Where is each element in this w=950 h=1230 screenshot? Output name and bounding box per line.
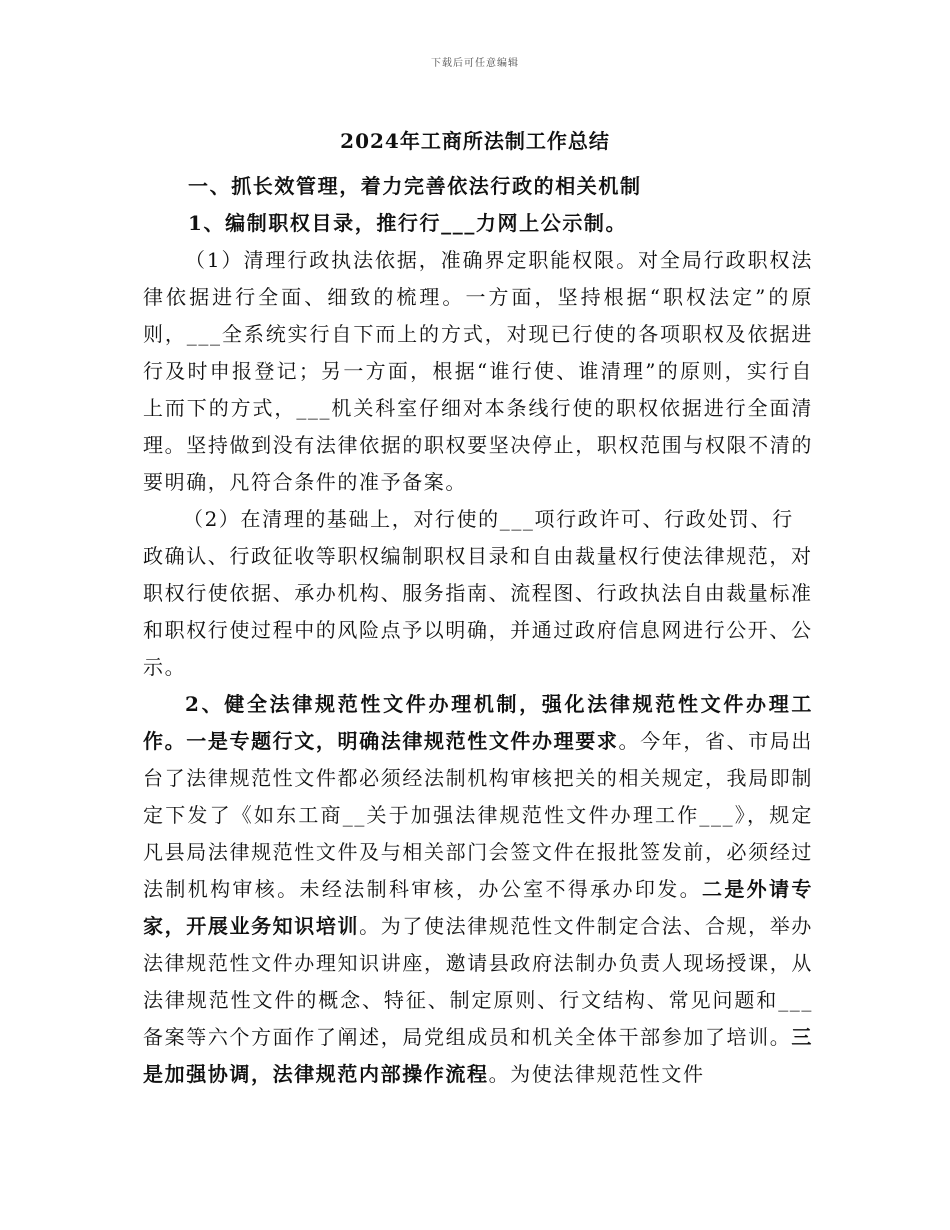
document-title: 2024年工商所法制工作总结 bbox=[340, 129, 610, 153]
point-3-text: 。为使法律规范性文件 bbox=[488, 1062, 705, 1086]
point-3-heading: 三是加强协调，法律规范内部操作流程 bbox=[143, 1025, 813, 1086]
point-2-heading: 二是外请专家，开展业务知识培训 bbox=[143, 877, 814, 938]
subsection-heading-1: 1、编制职权目录，推行行___力网上公示制。 bbox=[188, 211, 628, 235]
point-1-text: 。今年，省、市局出台了法律规范性文件都必须经法制机构审核把关的相关规定，我局即制定下发了《如东工商__关于加强法律规范性文件办理工作___》，规定凡县局法律规范性文件及与相关部门会签文件在报批签发前，必须经过法制机构审核。未经法制科审核，办公室不得承办印发。 bbox=[143, 729, 814, 901]
subsection-heading-2: 2、健全法律规范性文件办理机制，强化法律规范性文件办理工作。 bbox=[143, 692, 813, 753]
paragraph-2: （2）在清理的基础上，对行使的___项行政许可、行政处罚、行政确认、行政征收等职权编制职权目录和自由裁量权行使法律规范，对职权行使依据、承办机构、服务指南、流程图、行政执法自由裁量标准和职权行使过程中的风险点予以明确，并通过政府信息网进行公开、公示。 bbox=[143, 507, 813, 679]
paragraph-3 bbox=[143, 686, 813, 1093]
page-header: 下载后可任意编辑 bbox=[431, 58, 519, 69]
point-2-text: 。为了使法律规范性文件制定合法、合规，举办法律规范性文件办理知识讲座，邀请县政府法制办负责人现场授课，从法律规范性文件的概念、特征、制定原则、行文结构、常见问题和___备案等六个方面作了阐述，局党组成员和机关全体干部参加了培训。 bbox=[143, 914, 814, 1049]
paragraph-1: （1）清理行政执法依据，准确界定职能权限。对全局行政职权法律依据进行全面、细致的梳理。一方面，坚持根据“职权法定”的原则，___全系统实行自下而上的方式，对现已行使的各项职权及依据进行及时申报登记；另一方面，根据“谁行使、谁清理”的原则，实行自上而下的方式，___机关科室仔细对本条线行使的职权依据进行全面清理。坚持做到没有法律依据的职权要坚决停止，职权范围与权限不清的要明确，凡符合条件的准予备案。 bbox=[143, 248, 813, 494]
document-body bbox=[143, 168, 813, 1093]
section-heading: 一、抓长效管理，着力完善依法行政的相关机制 bbox=[188, 174, 642, 198]
point-1-heading: 一是专题行文，明确法律规范性文件办理要求 bbox=[186, 729, 619, 753]
